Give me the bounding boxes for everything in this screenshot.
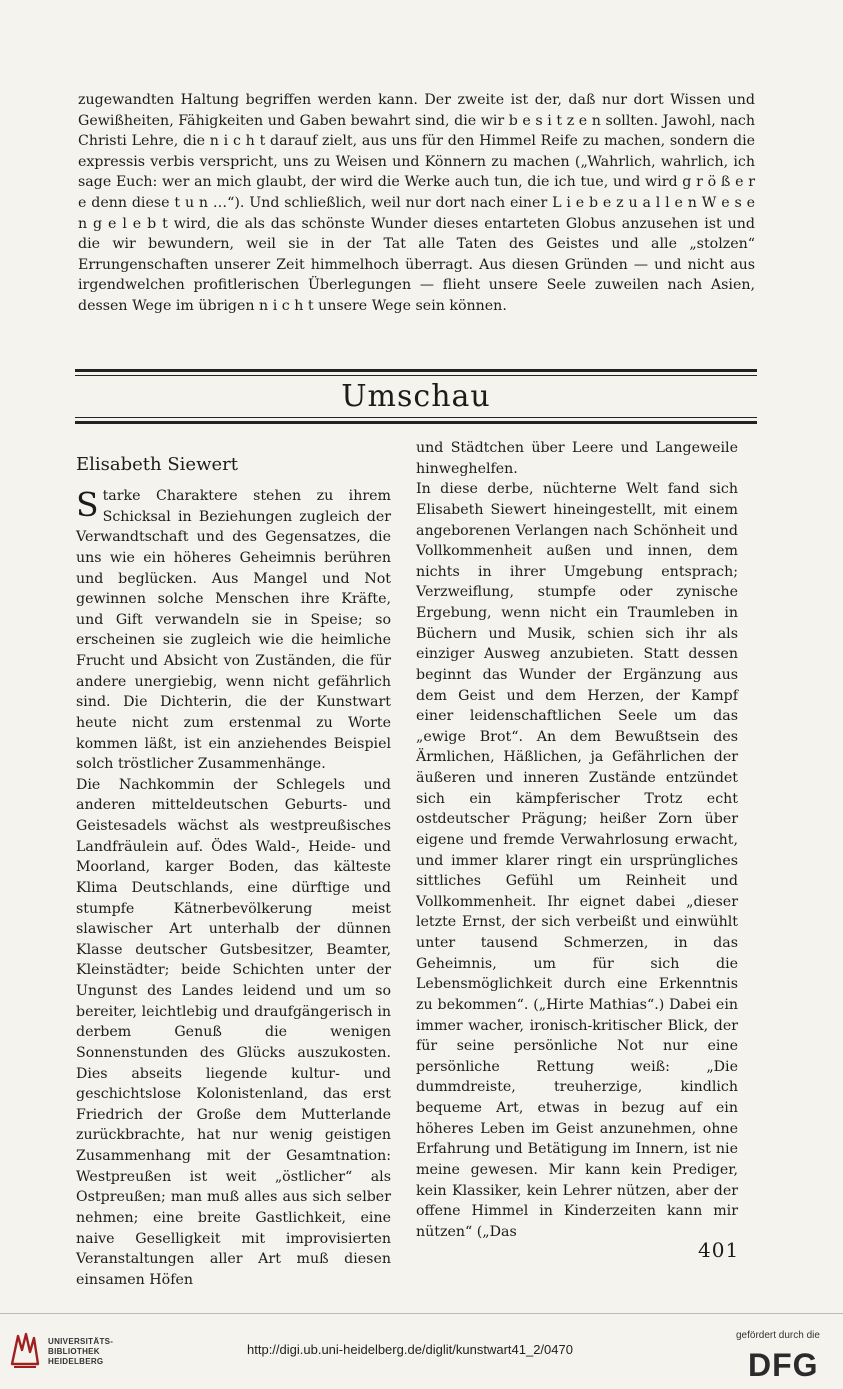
university-library-logo-icon (8, 1330, 42, 1370)
library-line-2: BIBLIOTHEK (48, 1347, 100, 1356)
right-column (416, 438, 738, 1242)
section-rule-bottom-thin (75, 417, 757, 418)
funder-caption: gefördert durch die (736, 1330, 820, 1341)
library-line-3: HEIDELBERG (48, 1357, 104, 1366)
section-title: Umschau (341, 379, 491, 414)
drop-cap: S (76, 485, 99, 524)
university-library-name (48, 1337, 113, 1367)
intro-text (78, 90, 755, 317)
left-paragraph-2: Die Nachkommin der Schlegels und anderen mitteldeutschen Geburts- und Geistesadels wächst als westpreußisches Landfräulein auf. Ödes Wald-, Heide- und Moorland, karger Boden, das kälteste Klima Deutschlands, eine dürftige und stumpfe Kätnerbevölkerung meist slawischer Art unterhalb der dünnen Klasse deutscher Gutsbesitzer, Beamter, Kleinstädter; beide Schichten unter der Ungunst des Landes leidend und um so bereiter, leichtlebig und draufgängerisch in derbem Genuß die wenigen Sonnenstunden des Glücks auszukosten. Dies abseits liegende kultur- und geschichtslose Kolonistenland, das erst Friedrich der Große dem Mutterlande zurückbrachte, hat nur wenig geistigen Zusammenhang mit der Gesamtnation: Westpreußen ist weit „östlicher“ als Ostpreußen; man muß alles aus sich selber nehmen; eine breite Gastlichkeit, eine naive Geselligkeit mit improvisierten Veranstaltungen aller Art muß diesen einsamen Höfen (76, 776, 391, 1288)
library-line-1: UNIVERSITÄTS- (48, 1337, 114, 1346)
left-paragraph-1-text: tarke Charaktere stehen zu ihrem Schicksal in Beziehungen zugleich der Verwandtschaft und des Gegensatzes, die uns wie ein höheres Geheimnis berühren und beglücken. Aus Mangel und Not gewinnen solche Menschen ihre Kräfte, und Gift verwandeln sie in Speise; so erscheinen sie zugleich wie die heimliche Frucht und Absicht von Zuständen, die für andere unergiebig, wenn nicht gefährlich sind. Die Dichterin, die der Kunstwart heute nicht zum erstenmal zu Worte kommen läßt, ist ein anziehendes Beispiel solch tröstlicher Zusammenhänge. (76, 488, 391, 773)
left-column (76, 454, 391, 1290)
section-rule-top-thick (75, 369, 757, 372)
right-paragraph-1: und Städtchen über Leere und Langeweile hinweghelfen. (416, 440, 738, 477)
section-rule-bottom-thick (75, 421, 757, 424)
right-paragraph-2: In diese derbe, nüchterne Welt fand sich Elisabeth Siewert hineingestellt, mit einem angeborenen Verlangen nach Schönheit und Vollkommenheit außen und innen, dem nichts in ihrer Umgebung entsprach; Verzweiflung, stumpfe oder zynische Ergebung, wenn nicht ein Traumleben in Büchern und Musik, schien sich ihr als einziger Ausweg anzubieten. Statt dessen beginnt das Wunder der Ergänzung aus dem Geist und dem Herzen, der Kampf einer leidenschaftlichen Seele um das „ewige Brot“. An dem Bewußtsein des Ärmlichen, Häßlichen, ja Gefährlichen der äußeren und inneren Zustände entzündet sich ein kämpferischer Trotz echt ostdeutscher Prägung; heißer Zorn über eigene und fremde Verwahrlosung erwacht, und immer klarer ringt ein ursprüngliches sittliches Gefühl um Reinheit und Vollkommenheit. Ihr eignet dabei „dieser letzte Ernst, der sich verbeißt und einwühlt unter tausend Schmerzen, in das Geheimnis, um für sich die Lebensmöglichkeit durch eine Erkenntnis zu bekommen“. („Hirte Mathias“.) Dabei ein immer wacher, ironisch-kritischer Blick, der für seine persönliche Not nur eine persönliche Rettung weiß: „Die dummdreiste, treuherzige, kindlich bequeme Art, etwas in bezug auf ein höheres Leben im Geist anzunehmen, ohne Erfahrung und Betätigung im Innern, ist nie meine gewesen. Mir kann kein Prediger, kein Klassiker, kein Lehrer nützen, aber der offene Himmel in Kinderzeiten kann mir nützen“ („Das (416, 481, 738, 1240)
article-title: Elisabeth Siewert (76, 454, 238, 475)
page-number: 401 (698, 1238, 740, 1262)
left-paragraph-1 (76, 486, 391, 775)
intro-paragraph: zugewandten Haltung begriffen werden kann. Der zweite ist der, daß nur dort Wissen und Gewißheiten, Fähigkeiten und Gaben bewahrt sind, die wir b e s i t z e n sollten. Jawohl, nach Christi Lehre, die n i c h t darauf zielt, aus uns für den Himmel Reife zu machen, sondern die expressis verbis verspricht, uns zu Weisen und Könnern zu machen („Wahrlich, wahrlich, ich sage Euch: wer an mich glaubt, der wird die Werke auch tun, die ich tue, und wird g r ö ß e r e denn diese t u n …“). Und schließlich, weil nur dort nach einer L i e b e z u a l l e n W e s e n g e l e b t wird, die als das schönste Wunder dieses entarteten Globus anzusehen ist und die wir bewundern, weil sie in der Tat alle Taten des Geistes und alle „stolzen“ Errungenschaften unserer Zeit himmelhoch überragt. Aus diesen Gründen — und nicht aus irgendwelchen profitlerischen Überlegungen — flieht unsere Seele zuweilen nach Asien, dessen Wege im übrigen n i c h t unsere Wege sein können. (78, 92, 755, 314)
dfg-logo: DFG (748, 1347, 819, 1383)
permalink-url[interactable]: http://digi.ub.uni-heidelberg.de/diglit/kunstwart41_2/0470 (247, 1342, 573, 1357)
footer-divider (0, 1313, 843, 1314)
